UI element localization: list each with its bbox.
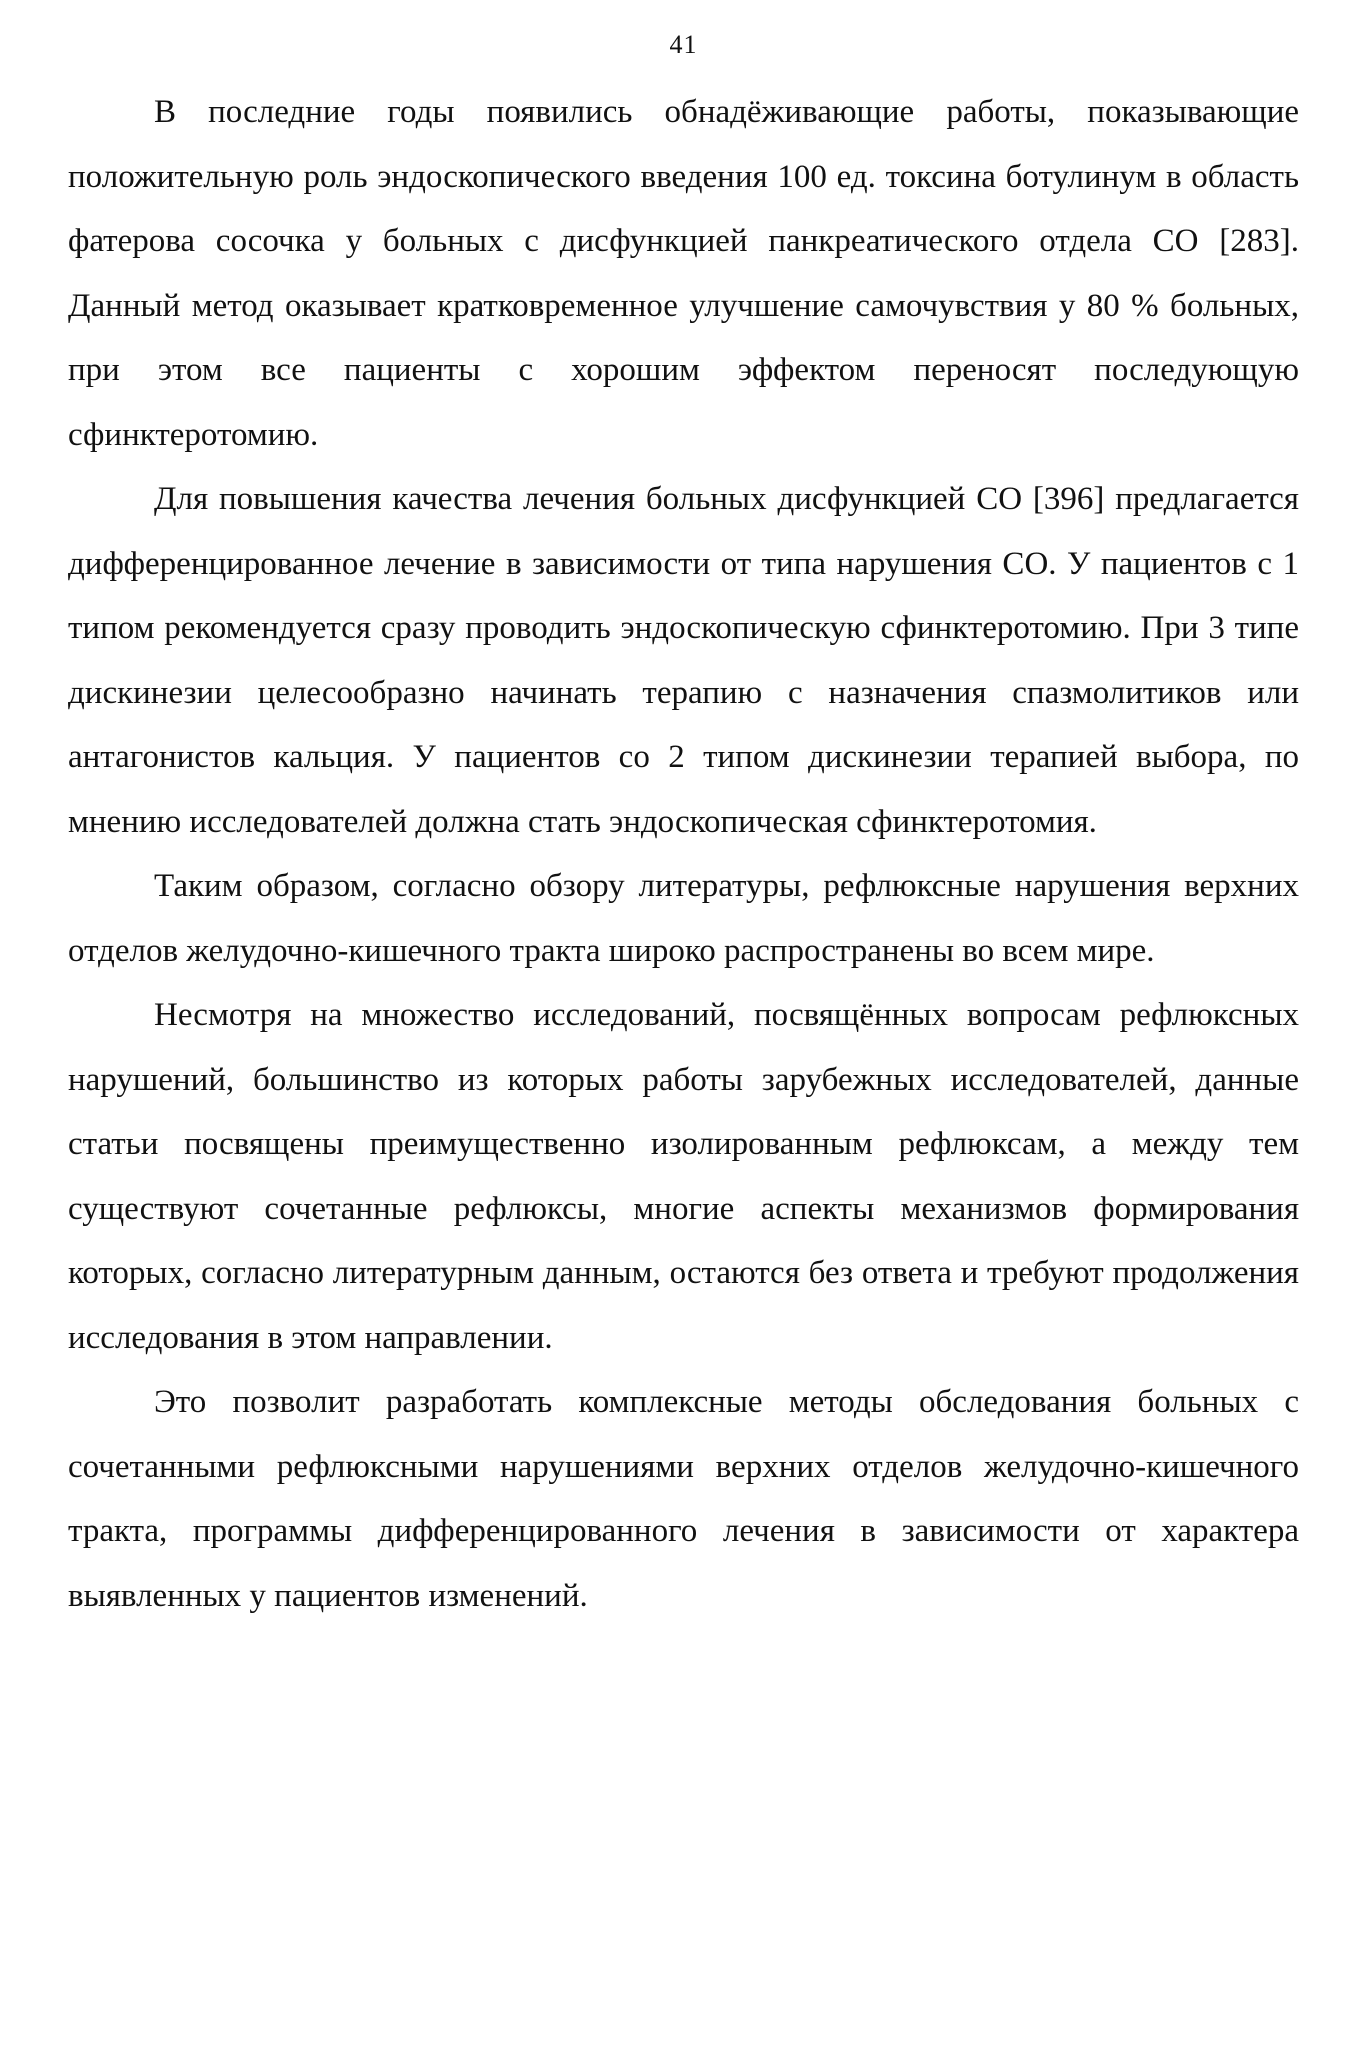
page-number: 41 — [669, 30, 698, 59]
paragraph-differentiated-treatment: Для повышения качества лечения больных дисфункцией СО [396] предлагается дифференцированное лечение в зависимости от типа нарушения СО. У пациентов с 1 типом рекомендуется сразу проводить эндоскопическую сфинктеротомию. При 3 типе дискинезии целесообразно начинать терапию с назначения спазмолитиков или антагонистов кальция. У пациентов со 2 типом дискинезии терапией выбора, по мнению исследователей должна стать эндоскопическая сфинктеротомия. — [68, 481, 1299, 840]
paragraph-conclusion: Таким образом, согласно обзору литературы, рефлюксные нарушения верхних отделов желудочно-кишечного тракта широко распространены во всем мире. — [68, 868, 1299, 969]
paragraph-outlook: Это позволит разработать комплексные методы обследования больных с сочетанными рефлюксными нарушениями верхних отделов желудочно-кишечного тракта, программы дифференцированного лечения в зависимости от характера выявленных у пациентов изменений. — [68, 1384, 1299, 1614]
body-text — [68, 80, 1299, 1628]
paragraph-botulinum: В последние годы появились обнадёживающие работы, показывающие положительную роль эндоскопического введения 100 ед. токсина ботулинум в область фатерова сосочка у больных с дисфункцией панкреатического отдела СО [283]. Данный метод оказывает кратковременное улучшение самочувствия у 80 % больных, при этом все пациенты с хорошим эффектом переносят последующую сфинктеротомию. — [68, 94, 1299, 453]
paragraph-combined-reflux: Несмотря на множество исследований, посвящённых вопросам рефлюксных нарушений, большинство из которых работы зарубежных исследователей, данные статьи посвящены преимущественно изолированным рефлюксам, а между тем существуют сочетанные рефлюксы, многие аспекты механизмов формирования которых, согласно литературным данным, остаются без ответа и требуют продолжения исследования в этом направлении. — [68, 997, 1299, 1356]
